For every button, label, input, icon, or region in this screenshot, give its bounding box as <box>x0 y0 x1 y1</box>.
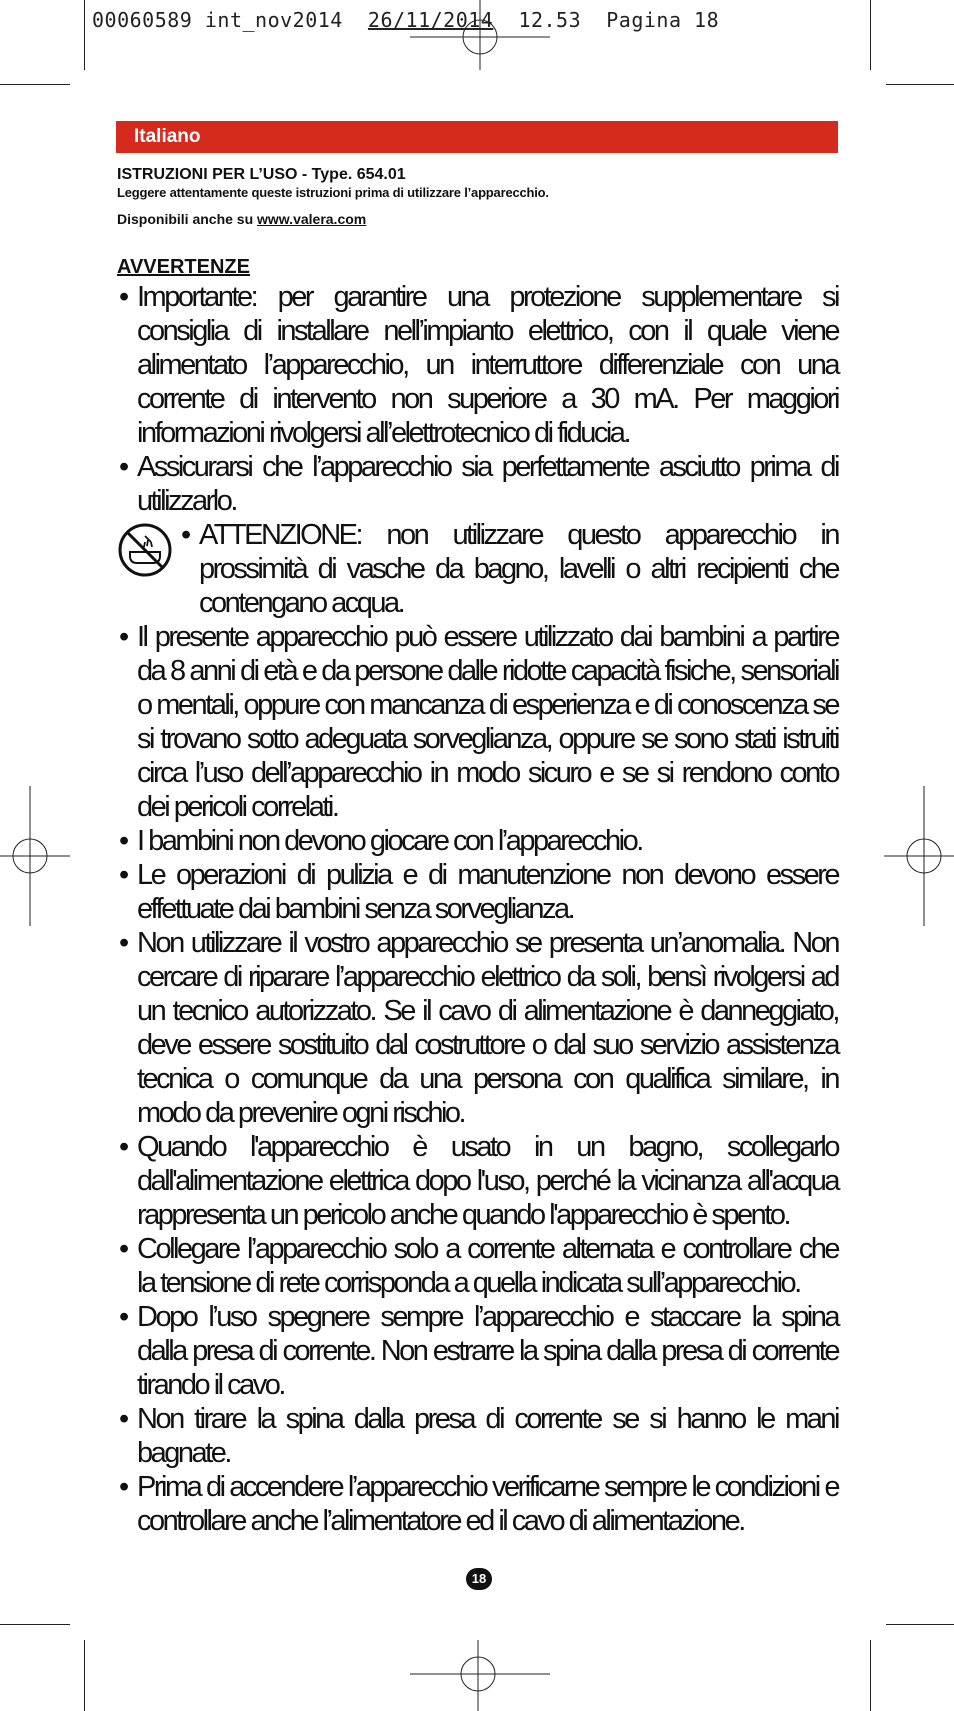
no-bathtub-warning-icon <box>117 522 173 578</box>
website-link[interactable]: www.valera.com <box>257 211 367 227</box>
list-item: • Prima di accendere l’apparecchio verificarne sempre le condizioni e controllare anche l’alimentatore ed il cavo di alimentazione. <box>117 1470 838 1538</box>
registration-mark-right <box>884 786 954 926</box>
availability-prefix: Disponibili anche su <box>117 211 254 227</box>
list-item: • Il presente apparecchio può essere utilizzato dai bambini a partire da 8 anni di età e da persone dalle ridotte capacità fisiche, sensoriali o mentali, oppure con mancanza di esperienza e di conoscenza se si trovano sotto adeguata sorveglianza, oppure se sono stati istruiti circa l’uso dell’apparecchio in modo sicuro e se si rendono conto dei pericoli correlati. <box>117 620 838 824</box>
list-item: • Collegare l’apparecchio solo a corrente alternata e controllare che la tensione di rete corrisponda a quella indicata sull’apparecchio. <box>117 1232 838 1300</box>
list-item: • ATTENZIONE: non utilizzare questo apparecchio in prossimità di vasche da bagno, lavelli o altri recipienti che contengano acqua. <box>117 518 838 620</box>
document-subtitle: Leggere attentamente queste istruzioni prima di utilizzare l’apparecchio. <box>117 185 549 200</box>
list-item: • Assicurarsi che l’apparecchio sia perfettamente asciutto prima di utilizzarlo. <box>117 450 838 518</box>
page-number: 18 <box>466 1568 492 1590</box>
list-item: • Dopo l’uso spegnere sempre l’apparecchio e staccare la spina dalla presa di corrente. Non estrarre la spina dalla presa di corrente tirando il cavo. <box>117 1300 838 1402</box>
availability-line <box>117 211 366 227</box>
list-item: • Le operazioni di pulizia e di manutenzione non devono essere effettuate dai bambini senza sorveglianza. <box>117 858 838 926</box>
print-header <box>92 8 719 32</box>
print-page-label: Pagina 18 <box>606 8 720 32</box>
list-item: • Non utilizzare il vostro apparecchio se presenta un’anomalia. Non cercare di riparare l’apparecchio elettrico da soli, bensì rivolgersi ad un tecnico autorizzato. Se il cavo di alimentazione è danneggiato, deve essere sostituito dal costruttore o dal suo servizio assistenza tecnica o comunque da una persona con qualifica similare, in modo da prevenire ogni rischio. <box>117 926 838 1130</box>
list-item: • Quando l'apparecchio è usato in un bagno, scollegarlo dall'alimentazione elettrica dopo l'uso, perché la vicinanza all'acqua rappresenta un pericolo anche quando l'apparecchio è spento. <box>117 1130 838 1232</box>
list-item: • Importante: per garantire una protezione supplementare si consiglia di installare nell’impianto elettrico, con il quale viene alimentato l’apparecchio, un interruttore differenziale con una corrente di intervento non superiore a 30 mA. Per maggiori informazioni rivolgersi all’elettrotecnico di fiducia. <box>117 280 838 450</box>
registration-mark-left <box>0 786 70 926</box>
registration-mark-top <box>410 0 550 70</box>
list-item: • Non tirare la spina dalla presa di corrente se si hanno le mani bagnate. <box>117 1402 838 1470</box>
document-title: ISTRUZIONI PER L’USO - Type. 654.01 <box>117 166 406 183</box>
list-item: • I bambini non devono giocare con l’apparecchio. <box>117 824 838 858</box>
language-bar: Italiano <box>116 121 838 153</box>
print-date: 26/11/2014 <box>367 8 494 32</box>
print-file: 00060589 int_nov2014 <box>92 8 343 32</box>
warnings-list <box>117 280 838 1538</box>
print-time: 12.53 <box>518 8 582 32</box>
section-heading: AVVERTENZE <box>117 256 250 278</box>
registration-mark-bottom <box>410 1640 550 1711</box>
